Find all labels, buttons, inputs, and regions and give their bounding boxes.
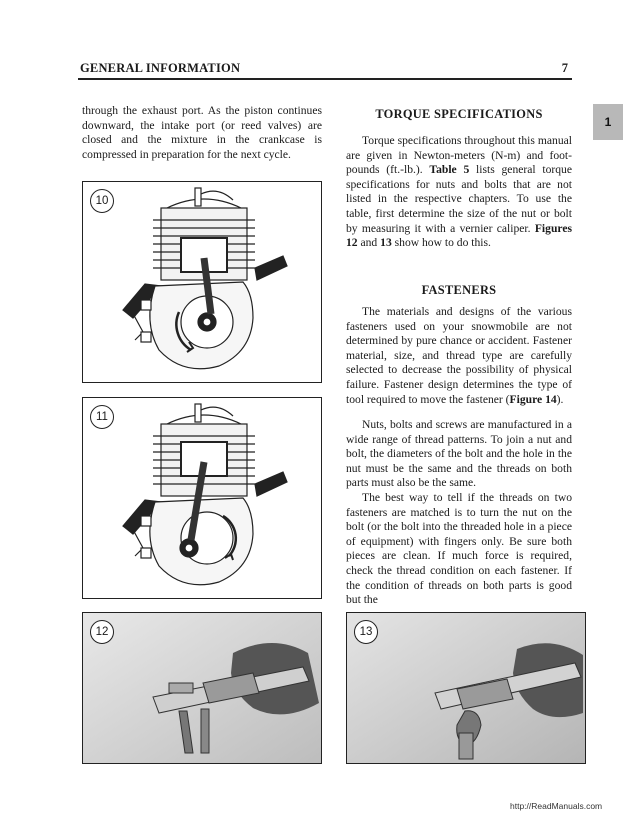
fasteners-paragraph-1	[346, 305, 572, 407]
figure-13-ref: 13	[380, 236, 392, 250]
figure-10-number: 10	[90, 189, 114, 213]
figure-13	[346, 612, 586, 764]
figure-11	[82, 397, 322, 599]
fasteners-paragraph-2: Nuts, bolts and screws are manufactured in a wide range of thread patterns. To join a nut and bolt, the diameters of the bolt and the hole in the nut must be the same and the threads on both parts must also be the same.	[346, 418, 572, 490]
torque-text-a: Torque specifications throughout this manual are given in Newton-meters (N-m) and foot-pounds (ft.-lb.).	[346, 134, 572, 177]
table-5-ref: Table 5	[429, 163, 470, 177]
header-title: GENERAL INFORMATION	[80, 61, 241, 75]
figure-13-number: 13	[354, 620, 378, 644]
figure-12-ref: Figures 12	[346, 221, 572, 250]
engine-diagram-11	[83, 398, 321, 598]
fasteners-text-a: The materials and designs of the various fasteners used on your snowmobile are not determined by pure chance or accident. Fastener material, size, and thread type are carefully selected to decrease the possibility of physical failure. Fastener design determines the type of tool required to move the fastener (	[346, 305, 572, 406]
figure-10	[82, 181, 322, 383]
figure-14-ref: Figure 14	[509, 392, 557, 406]
chapter-tab-marker: 1	[593, 104, 623, 140]
left-column-paragraph: through the exhaust port. As the piston continues downward, the intake port (or reed valves) are closed and the mixture in the crankcase is compressed in preparation for the next cycle.	[82, 104, 322, 161]
page-number: 7	[561, 61, 568, 75]
figure-11-number: 11	[90, 405, 114, 429]
fasteners-heading: FASTENERS	[421, 283, 497, 297]
torque-paragraph	[346, 134, 572, 251]
figure-12-number: 12	[90, 620, 114, 644]
fasteners-text-b: ).	[556, 392, 564, 406]
torque-text-and: and	[357, 236, 381, 250]
figure-12	[82, 612, 322, 764]
caliper-photo-13	[347, 613, 585, 763]
torque-specifications-heading: TORQUE SPECIFICATIONS	[375, 107, 543, 121]
caliper-photo-12	[83, 613, 321, 763]
header-rule	[78, 78, 572, 80]
footer-url: http://ReadManuals.com	[510, 801, 603, 811]
torque-text-c: show how to do this.	[391, 236, 491, 250]
fasteners-paragraph-3: The best way to tell if the threads on two fasteners are matched is to turn the nut on the bolt (or the bolt into the threaded hole in a piece of equipment) with fingers only. Be sure both pieces are clean. If much force is required, check the thread condition on each fastener. If the condition of threads on both parts is good but the	[346, 491, 572, 607]
torque-text-b: lists general torque specifications for nuts and bolts that are not listed in the respective chapters. To use the table, first determine the size of the nut or bolt by measuring it with a vernier caliper.	[346, 163, 573, 235]
engine-diagram-10	[83, 182, 321, 382]
